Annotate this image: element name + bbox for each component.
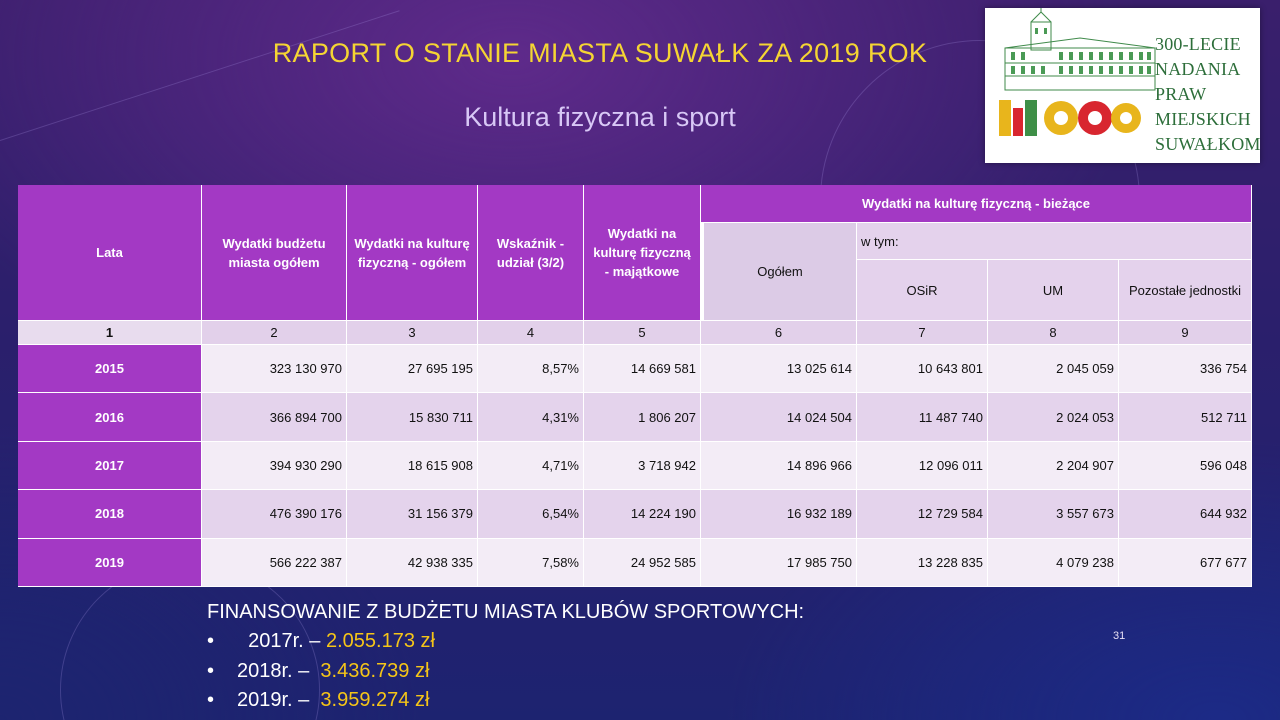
row-year: 2016 [18, 393, 202, 441]
row-year: 2015 [18, 345, 202, 393]
logo-line: 300-LECIE [1155, 34, 1241, 54]
table-cell: 15 830 711 [347, 393, 478, 441]
table-cell: 2 024 053 [988, 393, 1119, 441]
financing-title: FINANSOWANIE Z BUDŻETU MIASTA KLUBÓW SPORTOWYCH: [207, 601, 805, 623]
table-cell: 31 156 379 [347, 490, 478, 538]
table-cell: 476 390 176 [202, 490, 347, 538]
row-year: 2019 [18, 539, 202, 587]
header-ogolem: Ogółem [701, 223, 857, 321]
table-cell: 14 224 190 [584, 490, 701, 538]
sport-expenses-table [18, 185, 1252, 587]
table-cell: 4,71% [478, 442, 584, 490]
col-number: 6 [701, 321, 857, 345]
table-cell: 2 045 059 [988, 345, 1119, 393]
bullet-icon: • [207, 660, 215, 682]
table-cell: 8,57% [478, 345, 584, 393]
header-lata: Lata [18, 185, 202, 321]
row-year: 2017 [18, 442, 202, 490]
table-cell: 17 985 750 [701, 539, 857, 587]
table-cell: 18 615 908 [347, 442, 478, 490]
table-cell: 14 669 581 [584, 345, 701, 393]
table-cell: 394 930 290 [202, 442, 347, 490]
table-cell: 1 806 207 [584, 393, 701, 441]
header-kultura-ogolem: Wydatki na kulturę fizyczną - ogółem [347, 185, 478, 321]
table-cell: 14 896 966 [701, 442, 857, 490]
table-cell: 14 024 504 [701, 393, 857, 441]
table-cell: 10 643 801 [857, 345, 988, 393]
table-cell: 13 025 614 [701, 345, 857, 393]
table-cell: 11 487 740 [857, 393, 988, 441]
anniversary-logo [985, 8, 1260, 163]
col-number: 2 [202, 321, 347, 345]
financing-amount: 2.055.173 zł [325, 630, 435, 652]
table-cell: 512 711 [1119, 393, 1252, 441]
header-osir: OSiR [857, 260, 988, 321]
header-w-tym: w tym: [857, 223, 1252, 260]
row-year: 2018 [18, 490, 202, 538]
table-cell: 12 729 584 [857, 490, 988, 538]
table-cell: 336 754 [1119, 345, 1252, 393]
col-number: 5 [584, 321, 701, 345]
page-subtitle: Kultura fizyczna i sport [464, 102, 736, 132]
table-cell: 16 932 189 [701, 490, 857, 538]
table-cell: 323 130 970 [202, 345, 347, 393]
page-number: 31 [1113, 630, 1126, 642]
table-cell: 3 718 942 [584, 442, 701, 490]
table-cell: 24 952 585 [584, 539, 701, 587]
col-number: 1 [18, 321, 202, 345]
table-cell: 566 222 387 [202, 539, 347, 587]
table-cell: 13 228 835 [857, 539, 988, 587]
header-pozostale: Pozostałe jednostki [1119, 260, 1252, 321]
table-cell: 4 079 238 [988, 539, 1119, 587]
table-cell: 2 204 907 [988, 442, 1119, 490]
financing-amount: 3.959.274 zł [320, 689, 430, 711]
financing-item [207, 660, 429, 683]
logo-line: PRAW [1155, 84, 1207, 104]
col-number: 3 [347, 321, 478, 345]
financing-year: 2019r. – [237, 689, 321, 711]
logo-line: SUWAŁKOM [1155, 134, 1261, 154]
financing-amount: 3.436.739 zł [320, 660, 430, 682]
table-cell: 6,54% [478, 490, 584, 538]
financing-year: 2017r. – [237, 630, 326, 652]
table-cell: 677 677 [1119, 539, 1252, 587]
financing-year: 2018r. – [237, 660, 321, 682]
col-number: 7 [857, 321, 988, 345]
header-um: UM [988, 260, 1119, 321]
bullet-icon: • [207, 630, 215, 652]
col-number: 9 [1119, 321, 1252, 345]
logo-line: NADANIA [1155, 59, 1241, 79]
header-biezace: Wydatki na kulturę fizyczną - bieżące [701, 185, 1252, 223]
table-cell: 366 894 700 [202, 393, 347, 441]
table-cell: 7,58% [478, 539, 584, 587]
table-cell: 42 938 335 [347, 539, 478, 587]
table-cell: 644 932 [1119, 490, 1252, 538]
financing-item [207, 630, 435, 653]
header-majatkowe: Wydatki na kulturę fizyczną - majątkowe [584, 185, 701, 321]
financing-item [207, 689, 429, 712]
col-number: 8 [988, 321, 1119, 345]
header-wskaznik: Wskaźnik - udział (3/2) [478, 185, 584, 321]
logo-caption [1155, 32, 1261, 157]
table-cell: 4,31% [478, 393, 584, 441]
col-number: 4 [478, 321, 584, 345]
page-title: RAPORT O STANIE MIASTA SUWAŁK ZA 2019 ROK [272, 38, 928, 68]
table-cell: 27 695 195 [347, 345, 478, 393]
bullet-icon: • [207, 689, 215, 711]
table-cell: 3 557 673 [988, 490, 1119, 538]
table-cell: 12 096 011 [857, 442, 988, 490]
table-cell: 596 048 [1119, 442, 1252, 490]
logo-line: MIEJSKICH [1155, 109, 1251, 129]
header-budzet: Wydatki budżetu miasta ogółem [202, 185, 347, 321]
